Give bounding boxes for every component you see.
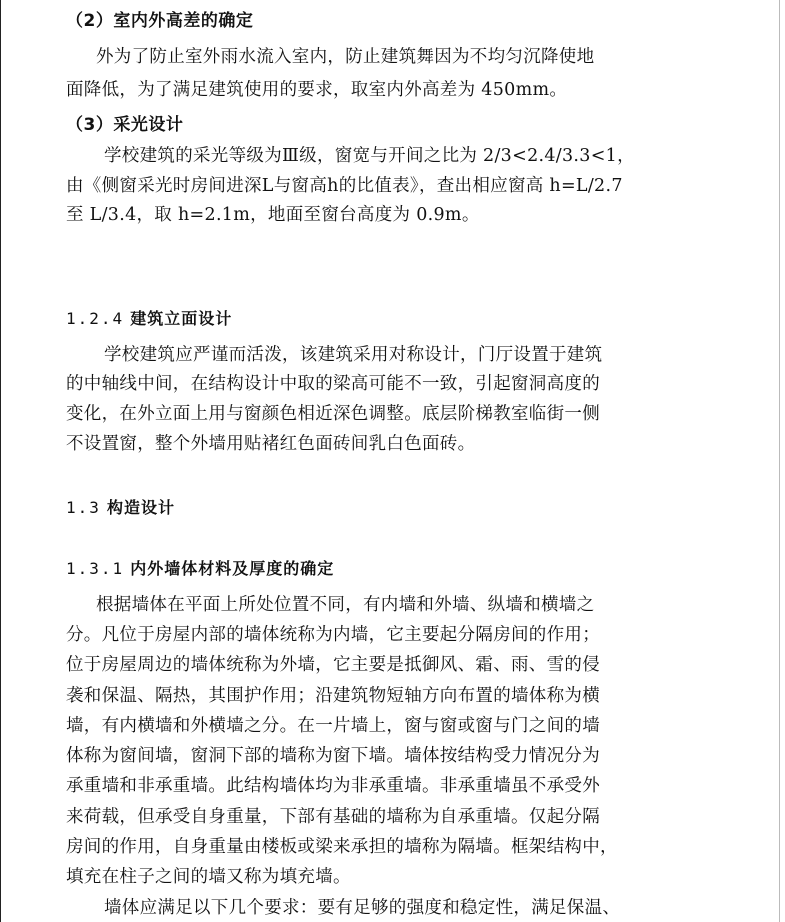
section-number: 1.3 xyxy=(66,498,101,517)
paragraph-line: 面降低，为了满足建筑使用的要求，取室内外高差为 450mm。 xyxy=(66,80,568,100)
section-title: 建筑立面设计 xyxy=(130,309,233,328)
heading-indoor-outdoor-elevation: （2）室内外高差的确定 xyxy=(66,11,254,31)
paragraph-line: 墙体应满足以下几个要求：要有足够的强度和稳定性，满足保温、 xyxy=(104,898,621,918)
paragraph-line: 分。凡位于房屋内部的墙体统称为内墙，它主要起分隔房间的作用； xyxy=(66,625,600,645)
paragraph-line: 学校建筑的采光等级为Ⅲ级，窗宽与开间之比为 2/3<2.4/3.3<1， xyxy=(104,146,635,166)
paragraph-line: 学校建筑应严谨而活泼，该建筑采用对称设计，门厅设置于建筑 xyxy=(104,345,603,365)
paragraph-line: 来荷载，但承受自身重量，下部有基础的墙称为自承重墙。仅起分隔 xyxy=(66,807,600,827)
paragraph-line: 袭和保温、隔热，其围护作用；沿建筑物短轴方向布置的墙体称为横 xyxy=(66,686,600,706)
heading-lighting-design: （3）采光设计 xyxy=(66,115,184,135)
section-title: 构造设计 xyxy=(107,498,176,517)
paragraph-line: 体称为窗间墙，窗洞下部的墙称为窗下墙。墙体按结构受力情况分为 xyxy=(66,746,600,766)
paragraph-line: 根据墙体在平面上所处位置不同，有内墙和外墙、纵墙和横墙之 xyxy=(96,595,595,615)
paragraph-line: 至 L/3.4，取 h=2.1m，地面至窗台高度为 0.9m。 xyxy=(66,205,480,225)
paragraph-line: 外为了防止室外雨水流入室内，防止建筑舞因为不均匀沉降使地 xyxy=(96,47,595,67)
page-right-border xyxy=(779,0,780,922)
section-number: 1.2.4 xyxy=(66,309,125,328)
paragraph-line: 承重墙和非承重墙。此结构墙体均为非承重墙。非承重墙虽不承受外 xyxy=(66,776,600,796)
paragraph-line: 位于房屋周边的墙体统称为外墙，它主要是抵御风、霜、雨、雪的侵 xyxy=(66,655,600,675)
section-heading-1-3-1 xyxy=(66,556,334,579)
paragraph-line: 变化，在外立面上用与窗颜色相近深色调整。底层阶梯教室临街一侧 xyxy=(66,404,600,424)
section-title: 内外墙体材料及厚度的确定 xyxy=(130,559,335,578)
section-heading-1-2-4 xyxy=(66,306,232,329)
paragraph-line: 的中轴线中间，在结构设计中取的梁高可能不一致，引起窗洞高度的 xyxy=(66,374,600,394)
paragraph-line: 不设置窗，整个外墙用贴褚红色面砖间乳白色面砖。 xyxy=(66,434,476,454)
section-number: 1.3.1 xyxy=(66,559,125,578)
page-left-border xyxy=(0,0,1,922)
paragraph-line: 墙，有内横墙和外横墙之分。在一片墙上，窗与窗或窗与门之间的墙 xyxy=(66,716,600,736)
section-heading-1-3 xyxy=(66,495,175,518)
paragraph-line: 房间的作用，自身重量由楼板或梁来承担的墙称为隔墙。框架结构中， xyxy=(66,837,618,857)
paragraph-line: 由《侧窗采光时房间进深L与窗高h的比值表》，查出相应窗高 h=L/2.7 xyxy=(66,176,623,196)
paragraph-line: 填充在柱子之间的墙又称为填充墙。 xyxy=(66,867,351,887)
